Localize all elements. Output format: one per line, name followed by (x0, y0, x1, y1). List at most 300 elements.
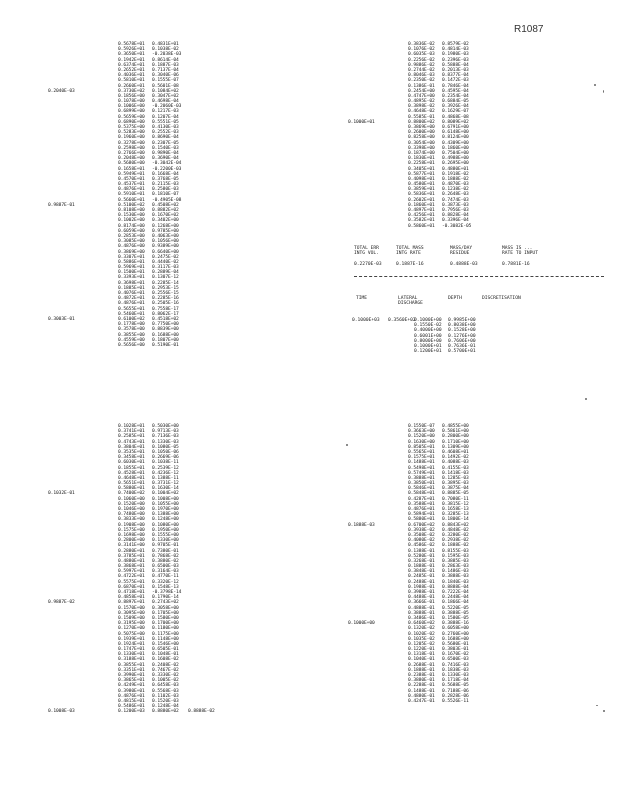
table-cell: 0.7606E+00 (448, 338, 476, 344)
row-value-a: 0.2048E+00 (118, 156, 145, 162)
reference-number: R1087 (514, 24, 544, 35)
row-value-b: 0.4880E+01 (442, 166, 469, 172)
row-value-a: 0.4876E+00 (118, 244, 145, 250)
row-value-a: 0.4586E-02 (408, 543, 435, 549)
row-value-a: 0.6035E-03 (408, 52, 435, 58)
row-value-b: 0.3058E+00 (152, 605, 179, 611)
row-value-b: 0.1330E-03 (152, 439, 179, 445)
row-value-b: 0.5861E+00 (442, 429, 469, 435)
row-lead-value: 0.2040E-03 (48, 88, 75, 94)
row-value-a: 0.1860E+01 (408, 202, 435, 208)
row-value-a: 0.1988E-01 (408, 584, 435, 590)
row-value-extra: 0.8888E-02 (188, 709, 215, 715)
row-value-a: 0.8174E+00 (118, 223, 145, 229)
row-value-b: 0.9890E-04 (152, 150, 179, 156)
table-cell: 0.6001E+00 (414, 333, 442, 339)
row-value-b: 0.8089E+02 (442, 119, 469, 125)
row-value-b: 0.8062E-17 (152, 311, 179, 317)
row-value-a: 0.1888E-01 (408, 667, 435, 673)
row-value-a: 0.4872E+01 (118, 296, 145, 302)
table-cell: 0.1276E+00 (448, 333, 476, 339)
row-value-b: -0.2060E-03 (152, 104, 182, 110)
row-value-b: 0.4063E+00 (152, 233, 179, 239)
row-value-b: 0.1555E+00 (152, 532, 179, 538)
row-value-a: 0.2652E+01 (118, 67, 145, 73)
row-value-a: 0.8046E-03 (408, 73, 435, 79)
row-value-b: 0.2953E-15 (152, 285, 179, 291)
row-value-a: 0.3578E+00 (118, 327, 145, 333)
row-value-a: 0.1488E-01 (408, 688, 435, 694)
row-value-a: 0.5075E+00 (118, 631, 145, 637)
row-value-b: 0.2828E-06 (442, 693, 469, 699)
row-value-a: 0.5860E+01 (408, 223, 435, 229)
row-value-b: 0.4508E+02 (152, 202, 179, 208)
row-value-b: 0.9713E-03 (152, 429, 179, 435)
row-value-a: 0.3869E+00 (118, 249, 145, 255)
row-value-b: 0.1887E-03 (152, 62, 179, 68)
row-value-a: 0.1575E+01 (408, 455, 435, 461)
row-value-b: 0.3047E+02 (152, 93, 179, 99)
row-value-b: 0.1330E+00 (152, 538, 179, 544)
row-value-a: 0.5886E+01 (118, 259, 145, 265)
row-value-b: 0.7504E+00 (442, 150, 469, 156)
row-value-a: 0.5680E+00 (118, 161, 145, 167)
row-value-b: 0.3690E-04 (152, 156, 179, 162)
row-value-b: 0.1309E+00 (442, 444, 469, 450)
row-value-a: 0.4888E-01 (408, 605, 435, 611)
row-value-b: 0.1546E+00 (152, 641, 179, 647)
row-value-a: 0.5997E+01 (118, 569, 145, 575)
data-block-top-right (348, 42, 598, 362)
row-value-a: 0.2256E-02 (408, 57, 435, 63)
row-value-b: 0.8839E+00 (152, 327, 179, 333)
summary-header (396, 246, 424, 257)
row-value-b: 0.1580E+00 (152, 615, 179, 621)
row-value-a: 0.3588E+01 (408, 501, 435, 507)
row-value-b: 0.4870E-03 (442, 182, 469, 188)
row-value-a: 0.4488E-01 (408, 595, 435, 601)
row-value-a: 0.3663E+00 (408, 429, 435, 435)
row-value-a: 0.1874E+00 (408, 150, 435, 156)
row-value-b: 0.1268E+00 (152, 223, 179, 229)
summary-header (354, 246, 379, 257)
table-cell: 0.8038E+00 (448, 323, 476, 329)
row-value-a: 0.4895E-02 (408, 99, 435, 105)
row-value-b: 0.5526E-11 (442, 698, 469, 704)
row-value-b: 0.1102E-03 (152, 693, 179, 699)
row-value-a: 0.6870E+01 (118, 584, 145, 590)
row-value-a: 0.3650E+01 (118, 52, 145, 58)
row-value-b: 0.2285E-14 (152, 280, 179, 286)
row-value-a: 0.3855E+01 (118, 662, 145, 668)
row-value-b: 0.1307E-12 (152, 275, 179, 281)
row-value-a: 0.4648E+01 (118, 475, 145, 481)
row-value-a: 0.3865E+01 (118, 678, 145, 684)
row-value-a: 0.1888E-01 (408, 564, 435, 570)
row-lead-value: 0.3003E-01 (48, 316, 75, 322)
scan-artifact (603, 90, 604, 93)
row-value-b: 0.2889E-04 (152, 270, 179, 276)
row-value-a: 0.3988E-01 (408, 590, 435, 595)
row-value-b: 0.1718E-04 (442, 678, 469, 684)
row-value-a: 0.4648E-02 (408, 109, 435, 115)
row-value-a: 0.5877E+01 (408, 171, 435, 177)
row-value-b: 0.1980E-03 (442, 52, 469, 58)
table-cell: 0.1550E-02 (414, 323, 442, 329)
row-value-b: 0.4698E-04 (152, 99, 179, 105)
row-value-b: 0.2285E-16 (152, 296, 179, 302)
row-value-a: 0.2488E-01 (408, 579, 435, 585)
row-value-b: 0.8614E-04 (152, 57, 179, 63)
row-value-a: 0.3268E-01 (408, 558, 435, 564)
row-value-b: 0.3402E+00 (152, 218, 179, 224)
row-value-b: 0.1056E+00 (152, 239, 179, 245)
row-value-b: 0.1004E+02 (152, 491, 179, 497)
table-row (48, 709, 298, 714)
row-value-a: 0.1924E+01 (118, 641, 145, 647)
row-value-b: 0.4831E+01 (152, 42, 179, 47)
row-value-b: 0.4595E-04 (442, 88, 469, 94)
row-value-b: 0.1840E-03 (442, 579, 469, 585)
row-value-b: 0.2448E-04 (442, 595, 469, 601)
row-value-b: 0.4770E-11 (152, 574, 179, 580)
row-value-b: -0.3082E-05 (442, 223, 472, 229)
row-value-a: 0.2880E+01 (118, 548, 145, 554)
row-value-b: 0.4814E-03 (442, 47, 469, 53)
row-value-b: 0.1148E+00 (152, 636, 179, 642)
row-value-a: 0.8108E+00 (118, 208, 145, 213)
table-row (348, 699, 598, 704)
row-value-a: 0.1040E-01 (408, 657, 435, 663)
row-value-a: 0.3741E+01 (118, 429, 145, 435)
row-value-b: 0.1860E+00 (442, 145, 469, 151)
row-value-a: 0.5880E+01 (118, 486, 145, 492)
row-value-a: 0.2350E-02 (408, 78, 435, 84)
table-cell: 0.3560E+02 (388, 318, 416, 323)
row-value-a: 0.4880E-01 (408, 693, 435, 699)
row-value-a: 0.4570E+01 (118, 176, 145, 182)
row-value-a: 0.6700E+02 (408, 522, 435, 528)
row-value-b: 0.1005E-02 (152, 678, 179, 684)
row-value-b: 0.2552E-03 (152, 130, 179, 136)
row-value-b: 0.1207E-04 (152, 114, 179, 120)
row-value-b: 0.2580E-03 (152, 187, 179, 193)
row-value-a: 0.4876E+01 (408, 507, 435, 512)
row-value-a: 0.1318E-01 (408, 652, 435, 658)
row-value-b: 0.7956E-03 (442, 208, 469, 213)
summary-header-line1: TOTAL ERR (354, 246, 379, 251)
row-value-b: 0.1688E+00 (442, 636, 469, 642)
row-value-a: 0.5969E+01 (118, 265, 145, 271)
row-value-a: 0.3393E+01 (118, 275, 145, 281)
table-cell: 0.1000E+00 (414, 318, 442, 323)
row-value-a: 0.1698E+00 (118, 532, 145, 538)
row-value-b: 0.3926E-04 (442, 104, 469, 110)
row-value-a: 0.3085E+00 (118, 239, 145, 245)
row-value-b: 0.7416E-03 (442, 662, 469, 668)
row-value-a: 0.3666E-01 (408, 600, 435, 606)
row-value-a: 0.1942E+01 (118, 57, 145, 63)
row-value-b: 0.5680E-01 (442, 641, 469, 647)
row-value-a: 0.1520E+00 (408, 434, 435, 440)
row-value-a: 0.1330E+01 (118, 652, 145, 658)
row-value-a: 0.1020E-02 (408, 631, 435, 637)
row-value-a: 0.8800E+02 (408, 119, 435, 125)
row-value-a: 0.1575E+00 (118, 527, 145, 533)
row-value-a: 0.7400E+02 (118, 491, 145, 497)
row-value-b: 0.6505E-01 (152, 647, 179, 653)
row-value-a: 0.3848E-01 (408, 569, 435, 575)
row-value-b: 0.3873E-03 (442, 202, 469, 208)
row-value-b: 0.9705E-01 (152, 543, 179, 549)
row-value-a: 0.2388E-01 (408, 673, 435, 678)
row-value-a: 0.1855E+01 (118, 465, 145, 471)
row-value-b: 0.1388E-11 (152, 475, 179, 481)
row-value-a: 0.3990E+01 (118, 673, 145, 678)
row-value-a: 0.5749E+01 (408, 470, 435, 476)
row-value-b: 0.1700E+00 (152, 621, 179, 627)
row-value-a: 0.1220E-01 (408, 647, 435, 653)
row-value-b: 0.6500E-03 (442, 657, 469, 663)
row-value-b: 0.3888E-05 (442, 610, 469, 616)
row-value-b: 0.1918E-02 (442, 171, 469, 177)
row-value-b: 0.4518E+02 (152, 316, 179, 322)
row-value-b: 0.5030E+00 (152, 424, 179, 429)
row-value-a: 0.2598E+00 (118, 145, 145, 151)
row-value-b: 0.1175E+00 (152, 631, 179, 637)
row-value-a: 0.7480E+00 (118, 512, 145, 518)
row-value-b: 0.9389E+00 (152, 244, 179, 250)
row-value-b: 0.1580E-05 (442, 615, 469, 621)
row-value-a: 0.4858E+01 (118, 595, 145, 601)
scan-artifact (603, 710, 605, 712)
row-value-b: 0.4130E-03 (152, 125, 179, 130)
row-value-b: 0.5220E-05 (442, 605, 469, 611)
data-block-top-left (48, 42, 298, 362)
table-row (348, 224, 598, 229)
row-value-b: 0.1629E-07 (442, 109, 469, 115)
row-value-b: 0.3768E-05 (152, 176, 179, 182)
row-value-b: 0.1548E-13 (152, 584, 179, 590)
row-value-b: 0.1418E-03 (442, 470, 469, 476)
row-value-a: 0.5575E+01 (118, 579, 145, 585)
row-value-a: 0.2600E+00 (408, 130, 435, 136)
row-value-b: 0.2307E-05 (152, 140, 179, 146)
table-cell: 0.7636E-01 (448, 344, 476, 349)
row-value-b: 0.2863E-03 (442, 564, 469, 570)
row-value-b: 0.8885E-05 (442, 491, 469, 497)
scan-artifact (594, 84, 596, 86)
row-value-b: 0.1790E-14 (152, 595, 179, 601)
row-value-b: 0.1084E+02 (152, 88, 179, 94)
row-value-a: 0.6374E+01 (118, 62, 145, 68)
summary-value: 0.7881E-16 (502, 262, 530, 267)
row-value-a: 0.4080E-02 (408, 538, 435, 544)
row-value-a: 0.3535E+01 (118, 449, 145, 455)
row-value-b: 0.3280E-02 (442, 532, 469, 538)
row-value-a: 0.4876E+01 (118, 187, 145, 193)
row-value-a: 0.1028E+01 (118, 424, 145, 429)
row-value-b: 0.3803E-01 (442, 647, 469, 653)
row-value-a: 0.1078E+00 (118, 99, 145, 105)
row-value-b: 0.8828E-04 (442, 213, 469, 219)
table-cell: 0.5700E+01 (448, 349, 476, 355)
row-value-b: 0.5568E-03 (152, 688, 179, 694)
row-value-b: 0.2760E+00 (442, 631, 469, 637)
row-value-a: 0.3307E+01 (118, 254, 145, 260)
row-value-a: 0.3888E-01 (408, 610, 435, 616)
row-value-b: 0.2408E-02 (152, 662, 179, 668)
row-value-b: 0.4309E+00 (442, 140, 469, 146)
summary-value: 0.2270E-03 (354, 262, 382, 267)
row-value-b: 0.3396E-04 (442, 218, 469, 224)
row-value-b: 0.8880E+02 (152, 709, 179, 715)
row-value-a: 0.3980E+01 (118, 688, 145, 694)
row-value-b: 0.1670E+02 (152, 213, 179, 219)
row-value-a: 0.3938E-02 (408, 527, 435, 533)
row-value-b: 0.3040E-06 (152, 73, 179, 79)
row-value-a: 0.5910E+01 (118, 192, 145, 198)
row-value-a: 0.2744E-02 (408, 67, 435, 73)
row-value-a: 0.5280E-01 (408, 553, 435, 559)
row-value-b: 0.4988E+00 (442, 156, 469, 162)
row-value-a: 0.6890E+00 (118, 119, 145, 125)
row-value-b: 0.1080E+00 (152, 522, 179, 528)
row-value-b: 0.9785E+00 (152, 228, 179, 234)
row-value-a: 0.5375E+00 (118, 125, 145, 130)
row-value-a: 0.4247E-01 (408, 698, 435, 704)
row-value-a: 0.1060E+00 (118, 496, 145, 502)
row-value-b: 0.1238E-02 (442, 187, 469, 193)
row-value-a: 0.3508E-02 (408, 532, 435, 538)
row-lead-value: 0.1888E-03 (348, 522, 375, 528)
row-value-a: 0.1939E+01 (118, 636, 145, 642)
scan-artifact (346, 444, 348, 446)
row-value-b: 0.1048E-01 (152, 652, 179, 658)
summary-header-line1: MASS IS ... (502, 246, 533, 251)
row-value-a: 0.3278E+00 (118, 140, 145, 146)
row-value-a: 0.5100E+02 (118, 202, 145, 208)
row-value-a: 0.1747E+01 (118, 647, 145, 653)
table-cell: 0.1000E+01 (414, 344, 442, 349)
row-value-b: 0.1608E-02 (152, 657, 179, 663)
table-header: DEPTH (448, 296, 462, 301)
row-value-a: 0.5486E+01 (118, 704, 145, 710)
row-value-a: 0.4815E+01 (118, 698, 145, 704)
row-value-b: 0.2695E+00 (442, 161, 469, 167)
row-value-b: 0.2475E-02 (152, 254, 179, 260)
row-value-b: 0.2800E+00 (442, 434, 469, 440)
row-value-a: 0.5880E+01 (408, 517, 435, 523)
row-value-a: 0.1046E+00 (118, 507, 145, 512)
row-value-b: 0.1008E+00 (152, 496, 179, 502)
row-value-a: 0.1509E+00 (118, 615, 145, 621)
row-value-b: 0.1595E-03 (442, 553, 469, 559)
row-value-b: 0.5551E-05 (152, 119, 179, 125)
row-value-a: 0.1908E+00 (118, 522, 145, 528)
row-value-b: 0.7467E-02 (152, 667, 179, 673)
row-value-a: 0.5565E+01 (408, 449, 435, 455)
row-value-a: 0.2258E+01 (408, 161, 435, 167)
row-value-b: 0.1838E-03 (442, 667, 469, 673)
row-value-b: 0.1080E-05 (152, 444, 179, 450)
row-value-a: 0.4098E+01 (408, 176, 435, 182)
table-header: LATERAL DISCHARGE (398, 296, 423, 307)
row-lead-value: 0.9887E-01 (48, 202, 75, 208)
summary-divider (354, 276, 604, 277)
row-value-b: 0.5601E-08 (152, 83, 179, 89)
row-value-a: 0.4036E+01 (118, 73, 145, 79)
table-cell: 0.1528E+00 (448, 328, 476, 334)
row-value-a: 0.1830E+01 (408, 156, 435, 162)
row-value-a: 0.4743E+01 (118, 439, 145, 445)
row-value-a: 0.1076E-02 (408, 47, 435, 53)
row-value-a: 0.5926E+01 (118, 47, 145, 53)
row-value-a: 0.5585E-01 (408, 114, 435, 120)
scan-artifact (596, 705, 598, 706)
row-value-a: 0.1530E+00 (118, 213, 145, 219)
row-value-a: 0.3405E+01 (408, 166, 435, 172)
row-value-a: 0.1570E+00 (118, 605, 145, 611)
row-value-b: 0.2556E-15 (152, 291, 179, 296)
row-value-a: 0.4718E+01 (118, 590, 145, 595)
row-value-b: -0.2038E-03 (152, 52, 182, 58)
row-value-a: 0.3804E+01 (118, 444, 145, 450)
table-cell: 0.1000E+03 (352, 318, 380, 323)
row-lead-value: 0.1000E+00 (348, 621, 375, 627)
row-value-a: 0.1200E+03 (118, 709, 145, 715)
row-value-b: 0.1807E+00 (152, 337, 179, 343)
row-value-b: 0.1472E-03 (442, 78, 469, 84)
row-value-b: 0.1285E-03 (442, 475, 469, 481)
row-value-b: 0.2648E-03 (442, 192, 469, 198)
row-value-a: 0.3833E+00 (118, 517, 145, 523)
table-cell: 0.8000E+00 (414, 338, 442, 344)
row-value-a: 0.6030E+01 (118, 460, 145, 466)
row-value-a: 0.1035E-02 (408, 636, 435, 642)
row-value-b: 0.3888E-03 (442, 574, 469, 580)
row-value-b: 0.1388E+00 (152, 512, 179, 518)
row-value-a: 0.4897E+01 (408, 208, 435, 213)
row-value-b: 0.2396E-03 (442, 57, 469, 63)
row-value-a: 0.4876E+01 (118, 301, 145, 307)
row-value-b: 0.4236E-12 (152, 470, 179, 476)
row-value-b: 0.4440E-02 (152, 259, 179, 265)
row-value-a: 0.2288E-01 (408, 683, 435, 689)
row-value-b: 0.7846E-04 (442, 83, 469, 89)
row-value-b: 0.1710E+00 (442, 439, 469, 445)
row-lead-value: 0.1032E-01 (48, 491, 75, 497)
row-value-b: 0.3731E-12 (152, 481, 179, 487)
row-value-a: 0.5660E+01 (118, 197, 145, 203)
row-value-a: 0.3898E-02 (408, 104, 435, 110)
row-value-a: 0.6100E+02 (118, 316, 145, 322)
row-value-b: 0.1800E-14 (442, 517, 469, 523)
summary-header-line2: INTG RATE (396, 251, 421, 257)
row-value-b: 0.6640E+00 (152, 249, 179, 255)
row-value-a: 0.3398E+00 (408, 145, 435, 151)
row-value-a: 0.4559E+00 (118, 337, 145, 343)
row-value-b: 0.3285E-13 (442, 512, 469, 518)
summary-header (450, 246, 472, 257)
row-lead-value: 0.1000E+01 (348, 119, 375, 125)
row-value-a: 0.4876E+01 (118, 693, 145, 699)
row-value-b: 0.7380E-01 (152, 548, 179, 554)
row-value-a: 0.2800E+00 (118, 538, 145, 544)
row-value-a: 0.6899E+00 (118, 109, 145, 115)
row-value-b: 0.8843E+02 (442, 522, 469, 528)
row-value-a: 0.5949E+01 (118, 171, 145, 177)
